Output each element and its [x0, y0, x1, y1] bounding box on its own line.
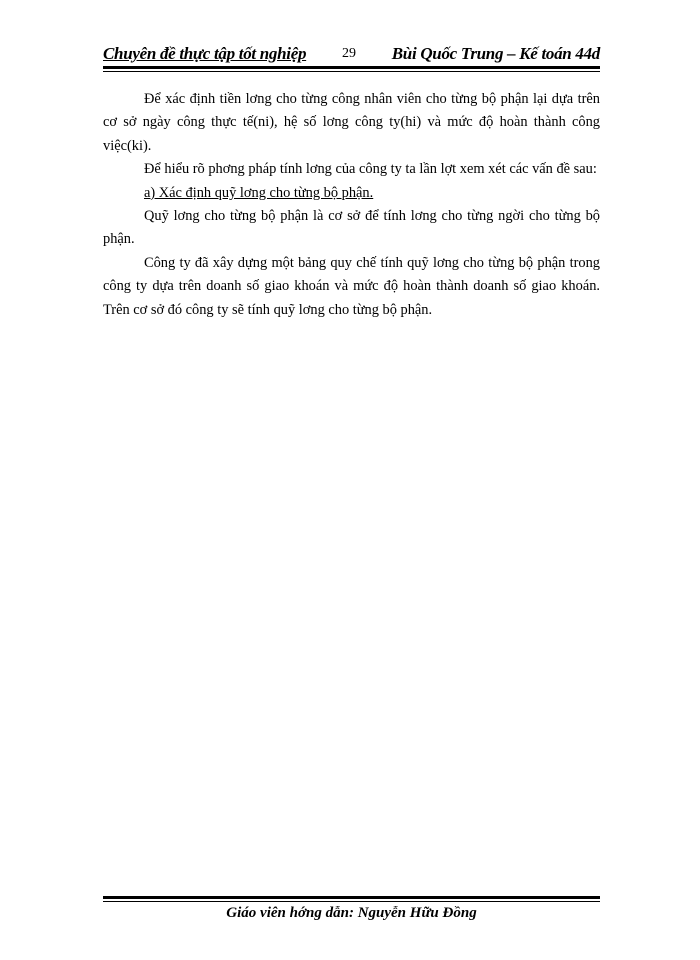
page-number: 29	[342, 46, 356, 61]
paragraph-fund-basis: Quỹ lơng cho từng bộ phận là cơ sở để tính lơng cho từng ngời cho từng bộ phận.	[103, 208, 600, 248]
header-divider-thin	[103, 71, 600, 72]
paragraph-salary-basis: Để xác định tiền lơng cho từng công nhân viên cho từng bộ phận lại dựa trên cơ sở ngày công thực tế(ni), hệ số lơng công ty(hi) và mức độ hoàn thành công việc(ki).	[103, 91, 600, 154]
supervisor-line: Giáo viên hớng dẫn: Nguyễn Hữu Đồng	[226, 905, 477, 921]
author-name: Bùi Quốc Trung – Kế toán 44d	[391, 44, 600, 63]
header-divider-thick	[103, 66, 600, 69]
report-title: Chuyên đề thực tập tốt nghiệp	[103, 44, 307, 63]
section-heading-fund: a) Xác định quỹ lơng cho từng bộ phận.	[144, 184, 374, 201]
paragraph-method-intro: Để hiểu rõ phơng pháp tính lơng của công ty ta lần lợt xem xét các vấn đề sau:	[144, 161, 597, 178]
footer-divider-thin	[103, 901, 600, 902]
body-text	[103, 88, 600, 322]
page-header	[103, 44, 600, 66]
paragraph-fund-regulation: Công ty đã xây dựng một bảng quy chế tính quỹ lơng cho từng bộ phận trong công ty dựa trên doanh số giao khoán và mức độ hoàn thành doanh số giao khoán. Trên cơ sở đó công ty sẽ tính quỹ lơng cho từng bộ phận.	[103, 254, 600, 318]
footer-divider-thick	[103, 896, 600, 899]
